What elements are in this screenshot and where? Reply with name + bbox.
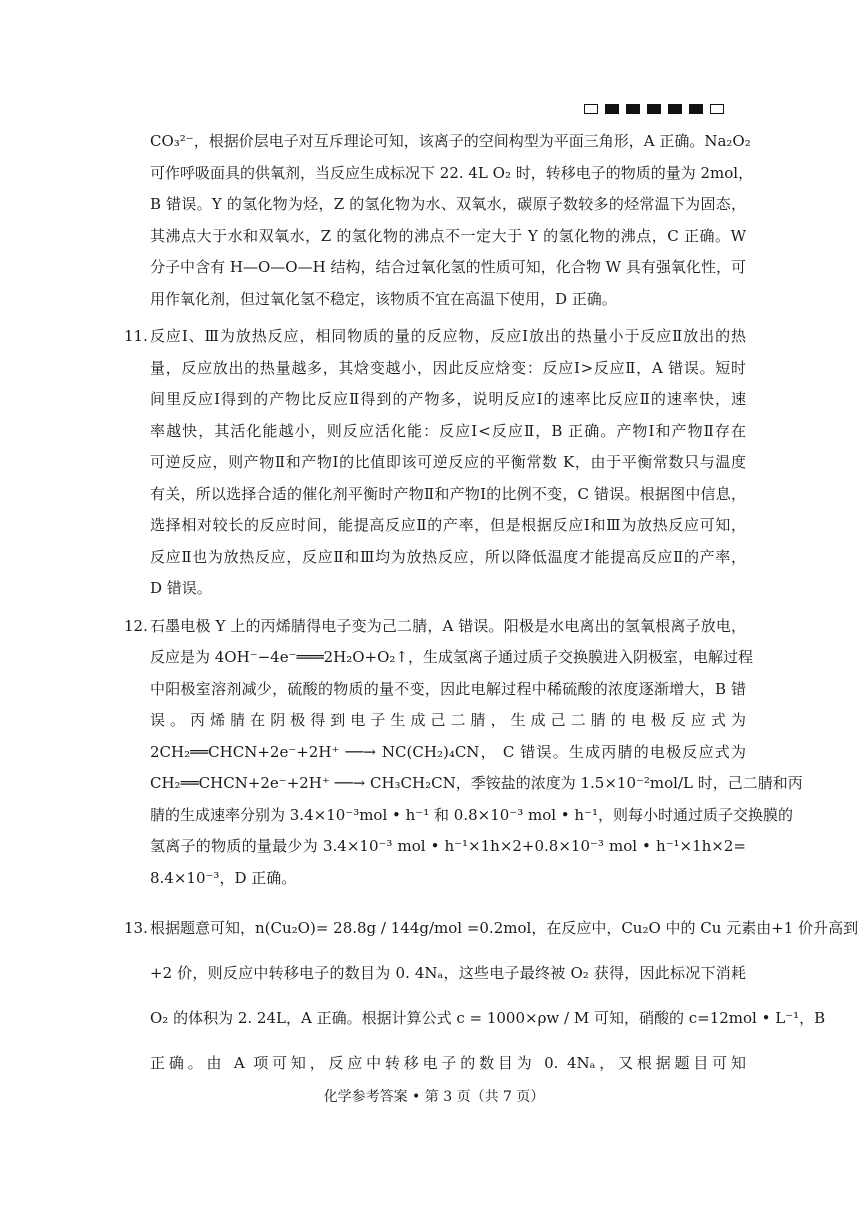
text-line: 正确。由 A 项可知，反应中转移电子的数目为 0. 4Nₐ，又根据题目可知	[150, 1054, 746, 1072]
text-line: 2CH₂══CHCN+2e⁻+2H⁺ ──→ NC(CH₂)₄CN， C 错误。生成丙腈的电极反应式为	[150, 742, 746, 761]
answer-item-13	[124, 906, 859, 1086]
text-line: 反应Ⅱ也为放热反应，反应Ⅱ和Ⅲ均为放热反应，所以降低温度才能提高反应Ⅱ的产率，	[150, 547, 746, 566]
text-line: 选择相对较长的反应时间，能提高反应Ⅱ的产率，但是根据反应Ⅰ和Ⅲ为放热反应可知，	[150, 516, 746, 534]
text-line: CH₂══CHCN+2e⁻+2H⁺ ──→ CH₃CH₂CN，季铵盐的浓度为 1.5×10⁻²mol/L 时，己二腈和丙	[150, 774, 803, 792]
answer-item-12	[124, 611, 803, 895]
solid-square-mark	[605, 104, 619, 114]
text-line: O₂ 的体积为 2. 24L，A 正确。根据计算公式 c = 1000×ρw / M 可知，硝酸的 c=12mol • L⁻¹，B	[150, 1009, 826, 1027]
text-line: 反应Ⅰ、Ⅲ为放热反应，相同物质的量的反应物，反应Ⅰ放出的热量小于反应Ⅱ放出的热	[150, 327, 746, 345]
text-line: 其沸点大于水和双氧水，Z 的氢化物的沸点不一定大于 Y 的氢化物的沸点，C 正确。W	[150, 226, 746, 245]
item-number: 12.	[124, 616, 148, 635]
text-line: 石墨电极 Y 上的丙烯腈得电子变为己二腈，A 错误。阳极是水电离出的氢氧根离子放电，	[150, 616, 746, 635]
text-line: 误。丙烯腈在阴极得到电子生成己二腈，生成己二腈的电极反应式为	[150, 711, 746, 729]
text-line: 根据题意可知，n(Cu₂O)= 28.8g / 144g/mol =0.2mol，在反应中，Cu₂O 中的 Cu 元素由+1 价升高到	[150, 919, 859, 937]
text-line: 反应是为 4OH⁻−4e⁻═══2H₂O+O₂↑，生成氢离子通过质子交换膜进入阴极室，电解过程	[150, 648, 753, 666]
text-line: +2 价，则反应中转移电子的数目为 0. 4Nₐ，这些电子最终被 O₂ 获得，因此标况下消耗	[150, 964, 746, 982]
text-line: 用作氧化剂，但过氧化氢不稳定，该物质不宜在高温下使用，D 正确。	[150, 289, 617, 308]
solid-square-mark	[668, 104, 682, 114]
item-number: 13.	[124, 919, 148, 937]
text-line: 可作呼吸面具的供氧剂，当反应生成标况下 22. 4L O₂ 时，转移电子的物质的量为 2mol，	[150, 163, 754, 182]
text-line: 中阳极室溶剂减少，硫酸的物质的量不变，因此电解过程中稀硫酸的浓度逐渐增大，B 错	[150, 679, 746, 698]
text-line: 腈的生成速率分别为 3.4×10⁻³mol • h⁻¹ 和 0.8×10⁻³ mol • h⁻¹，则每小时通过质子交换膜的	[150, 805, 794, 824]
answer-content	[124, 126, 859, 1086]
page-footer: 化学参考答案 • 第 3 页（共 7 页）	[323, 1089, 545, 1105]
text-line: CO₃²⁻，根据价层电子对互斥理论可知，该离子的空间构型为平面三角形，A 正确。Na₂O₂	[150, 132, 751, 150]
hollow-square-mark	[584, 104, 598, 114]
text-line: 8.4×10⁻³，D 正确。	[150, 868, 297, 887]
text-line: 有关，所以选择合适的催化剂平衡时产物Ⅱ和产物Ⅰ的比例不变，C 错误。根据图中信息，	[150, 484, 746, 503]
text-line: B 错误。Y 的氢化物为烃，Z 的氢化物为水、双氧水，碳原子数较多的烃常温下为固态，	[150, 195, 746, 213]
page-marker-strip	[584, 104, 724, 118]
solid-square-mark	[689, 104, 703, 114]
text-line: 分子中含有 H—O—O—H 结构，结合过氧化氢的性质可知，化合物 W 具有强氧化性，可	[150, 258, 746, 276]
solid-square-mark	[626, 104, 640, 114]
text-line: 间里反应Ⅰ得到的产物比反应Ⅱ得到的产物多，说明反应Ⅰ的速率比反应Ⅱ的速率快，速	[150, 390, 746, 408]
text-line: 量，反应放出的热量越多，其焓变越小，因此反应焓变：反应Ⅰ>反应Ⅱ，A 错误。短时	[150, 358, 746, 377]
hollow-square-mark	[710, 104, 724, 114]
text-line: 可逆反应，则产物Ⅱ和产物Ⅰ的比值即该可逆反应的平衡常数 K，由于平衡常数只与温度	[150, 453, 746, 471]
intro-paragraph	[150, 126, 754, 315]
text-line: D 错误。	[150, 579, 212, 597]
text-line: 氢离子的物质的量最少为 3.4×10⁻³ mol • h⁻¹×1h×2+0.8×10⁻³ mol • h⁻¹×1h×2=	[150, 837, 746, 855]
solid-square-mark	[647, 104, 661, 114]
answer-item-11	[124, 321, 746, 605]
text-line: 率越快，其活化能越小，则反应活化能：反应Ⅰ<反应Ⅱ，B 正确。产物Ⅰ和产物Ⅱ存在	[150, 421, 746, 440]
item-number: 11.	[124, 327, 148, 345]
